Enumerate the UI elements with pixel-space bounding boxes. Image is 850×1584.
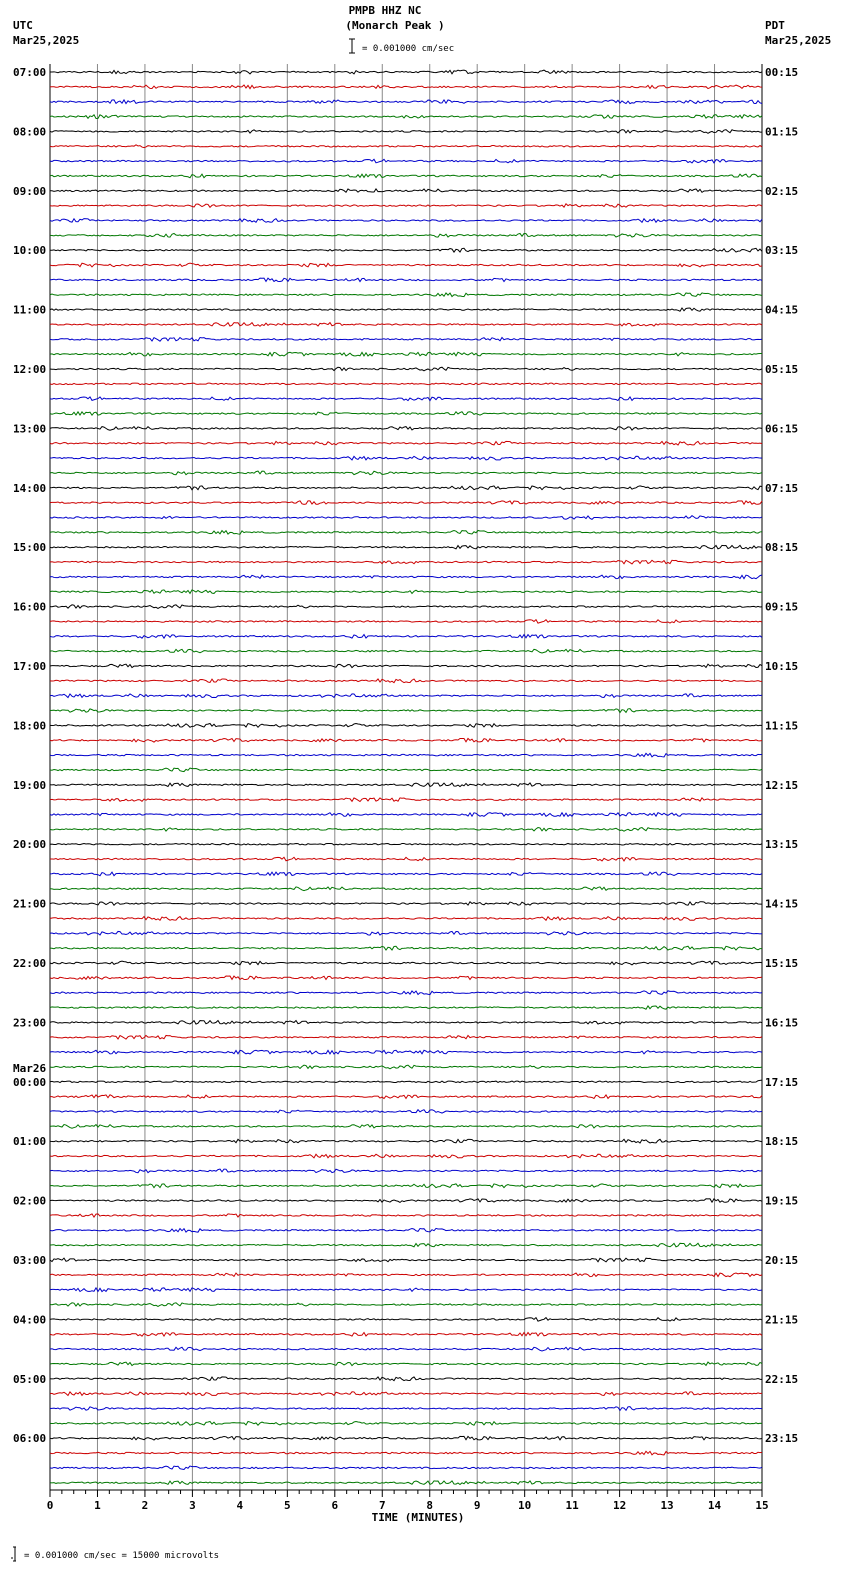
pdt-hour-label: 23:15 <box>765 1432 799 1446</box>
seismic-trace <box>50 1184 762 1188</box>
seismic-trace <box>50 813 762 817</box>
seismic-trace <box>50 575 762 579</box>
pdt-hour-label: 02:15 <box>765 184 799 198</box>
seismic-trace <box>50 620 762 623</box>
x-tick-label: 10 <box>518 1499 532 1512</box>
pdt-label: PDT <box>765 19 785 32</box>
seismic-trace <box>50 1318 762 1321</box>
seismic-trace <box>50 1125 762 1129</box>
seismic-trace <box>50 917 762 921</box>
footer-scale-bar-icon <box>10 1546 16 1562</box>
seismic-trace <box>50 798 762 802</box>
seismic-trace <box>50 724 762 728</box>
x-tick-label: 0 <box>46 1499 54 1512</box>
seismic-trace <box>50 130 762 134</box>
seismic-trace <box>50 1021 762 1025</box>
seismic-trace <box>50 857 762 861</box>
seismic-trace <box>50 1347 762 1351</box>
seismic-trace <box>50 1332 762 1336</box>
seismic-trace <box>50 1421 762 1425</box>
pdt-hour-label: 10:15 <box>765 660 799 673</box>
seismic-trace <box>50 70 762 74</box>
seismic-trace <box>50 1392 762 1396</box>
seismic-trace <box>50 991 762 995</box>
x-tick-label: 7 <box>378 1499 386 1512</box>
utc-hour-label: 19:00 <box>13 778 47 792</box>
seismic-trace <box>50 174 762 178</box>
seismic-trace <box>50 427 762 431</box>
seismic-trace <box>50 872 762 876</box>
x-tick-label: 15 <box>755 1499 769 1512</box>
pdt-hour-label: 16:15 <box>765 1016 799 1030</box>
seismic-trace <box>50 1154 762 1158</box>
utc-hour-label: 15:00 <box>13 541 47 555</box>
seismic-trace <box>50 545 762 549</box>
seismic-trace <box>50 100 762 104</box>
seismic-trace <box>50 605 762 609</box>
seismic-trace <box>50 278 762 281</box>
utc-hour-label: 04:00 <box>13 1313 47 1327</box>
seismic-trace <box>50 337 762 341</box>
utc-hour-label: 13:00 <box>13 422 47 436</box>
utc-hour-label: 00:00 <box>13 1075 47 1089</box>
seismic-trace <box>50 590 762 594</box>
x-tick-label: 3 <box>189 1499 196 1512</box>
pdt-hour-label: 21:15 <box>765 1313 799 1327</box>
seismic-trace <box>50 189 762 192</box>
seismic-trace <box>50 931 762 935</box>
seismic-trace <box>50 530 762 534</box>
utc-hour-label: 20:00 <box>13 838 47 852</box>
seismic-trace <box>50 248 762 252</box>
pdt-hour-label: 00:15 <box>765 66 799 79</box>
seismic-trace <box>50 1139 762 1143</box>
seismic-trace <box>50 1481 762 1485</box>
pdt-hour-label: 15:15 <box>765 957 799 970</box>
utc-hour-label: 23:00 <box>13 1016 47 1030</box>
pdt-hour-label: 09:15 <box>765 600 799 614</box>
utc-hour-label: 01:00 <box>13 1135 47 1149</box>
x-tick-label: 6 <box>331 1499 339 1512</box>
seismic-trace <box>50 664 762 668</box>
seismic-trace <box>50 753 762 757</box>
seismic-trace <box>50 1243 762 1247</box>
utc-hour-label: 05:00 <box>13 1372 47 1386</box>
seismic-trace <box>50 828 762 832</box>
seismic-trace <box>50 308 762 311</box>
utc-label: UTC <box>13 19 33 32</box>
seismic-trace <box>50 1050 762 1054</box>
seismic-trace <box>50 1169 762 1173</box>
utc-hour-label: 18:00 <box>13 719 47 733</box>
pdt-hour-label: 07:15 <box>765 481 799 495</box>
seismic-trace <box>50 1288 762 1292</box>
seismic-trace <box>50 1065 762 1069</box>
seismic-trace <box>50 783 762 787</box>
seismic-trace <box>50 263 762 267</box>
pdt-hour-label: 04:15 <box>765 303 799 317</box>
x-tick-label: 4 <box>236 1499 244 1512</box>
seismic-trace <box>50 441 762 445</box>
seismic-trace <box>50 412 762 415</box>
seismic-trace <box>50 486 762 490</box>
seismic-trace <box>50 1214 762 1217</box>
seismic-trace <box>50 1436 762 1440</box>
seismic-trace <box>50 887 762 891</box>
date-change-label: Mar26 <box>13 1061 47 1075</box>
pdt-hour-label: 01:15 <box>765 125 799 139</box>
utc-hour-label: 16:00 <box>13 600 47 614</box>
seismic-trace <box>50 1095 762 1099</box>
seismic-trace <box>50 85 762 89</box>
seismic-trace <box>50 1451 762 1455</box>
seismic-trace <box>50 843 762 845</box>
seismic-trace <box>50 456 762 460</box>
pdt-hour-label: 05:15 <box>765 363 799 376</box>
utc-hour-label: 03:00 <box>13 1254 47 1267</box>
seismic-trace <box>50 694 762 698</box>
seismic-trace <box>50 635 762 639</box>
seismic-trace <box>50 1199 762 1203</box>
utc-hour-label: 02:00 <box>13 1194 47 1208</box>
seismic-trace <box>50 1006 762 1009</box>
seismic-trace <box>50 1303 762 1307</box>
scale-label: = 0.001000 cm/sec <box>362 44 455 54</box>
seismic-trace <box>50 1362 762 1366</box>
pdt-hour-label: 14:15 <box>765 897 799 911</box>
pdt-date: Mar25,2025 <box>765 34 832 47</box>
utc-hour-label: 12:00 <box>13 363 47 376</box>
x-axis-label: TIME (MINUTES) <box>371 1511 465 1524</box>
x-tick-label: 14 <box>707 1499 722 1512</box>
seismic-trace <box>50 501 762 505</box>
pdt-hour-label: 19:15 <box>765 1194 799 1208</box>
station-location: (Monarch Peak ) <box>345 19 445 32</box>
utc-hour-label: 11:00 <box>13 303 47 317</box>
utc-hour-label: 09:00 <box>13 184 47 198</box>
seismic-trace <box>50 649 762 653</box>
seismic-trace <box>50 961 762 965</box>
seismic-trace <box>50 367 762 371</box>
seismic-trace <box>50 738 762 742</box>
seismic-trace <box>50 397 762 401</box>
pdt-hour-label: 17:15 <box>765 1075 799 1089</box>
seismic-trace <box>50 233 762 237</box>
seismic-trace <box>50 1080 762 1082</box>
seismic-trace <box>50 219 762 223</box>
utc-hour-label: 10:00 <box>13 244 47 258</box>
seismic-trace <box>50 293 762 297</box>
seismic-trace <box>50 145 762 148</box>
station-title: PMPB HHZ NC <box>348 4 422 17</box>
utc-date: Mar25,2025 <box>13 34 80 47</box>
pdt-hour-label: 11:15 <box>765 719 799 733</box>
seismic-trace <box>50 560 762 564</box>
x-tick-label: 8 <box>426 1499 434 1512</box>
pdt-hour-label: 18:15 <box>765 1135 799 1149</box>
seismic-trace <box>50 516 762 520</box>
x-tick-label: 1 <box>94 1499 101 1512</box>
x-tick-label: 11 <box>565 1499 579 1512</box>
seismic-trace <box>50 1407 762 1411</box>
seismic-trace <box>50 946 762 950</box>
seismic-trace <box>50 1258 762 1262</box>
footer-scale-label: = 0.001000 cm/sec = 15000 microvolts <box>24 1551 220 1561</box>
utc-hour-label: 06:00 <box>13 1432 47 1446</box>
x-tick-label: 5 <box>284 1499 291 1512</box>
utc-hour-label: 07:00 <box>13 66 47 79</box>
seismic-trace <box>50 204 762 208</box>
pdt-hour-label: 13:15 <box>765 838 799 852</box>
seismic-trace <box>50 159 762 163</box>
pdt-hour-label: 20:15 <box>765 1254 799 1267</box>
seismic-trace <box>50 709 762 713</box>
pdt-hour-label: 06:15 <box>765 422 799 436</box>
seismic-trace <box>50 1273 762 1277</box>
x-tick-label: 9 <box>473 1499 481 1512</box>
utc-hour-label: 14:00 <box>13 481 47 495</box>
seismic-trace <box>50 323 762 327</box>
seismic-trace <box>50 679 762 683</box>
seismic-trace <box>50 115 762 119</box>
x-tick-label: 12 <box>612 1499 627 1512</box>
utc-hour-label: 08:00 <box>13 125 47 139</box>
pdt-hour-label: 12:15 <box>765 778 799 792</box>
pdt-hour-label: 03:15 <box>765 244 799 258</box>
seismic-trace <box>50 1228 762 1232</box>
seismic-trace <box>50 976 762 979</box>
seismic-trace <box>50 1110 762 1113</box>
seismic-trace <box>50 1466 762 1469</box>
seismic-trace <box>50 1035 762 1039</box>
pdt-hour-label: 08:15 <box>765 541 799 555</box>
seismic-trace <box>50 471 762 475</box>
pdt-hour-label: 22:15 <box>765 1372 799 1386</box>
seismic-trace <box>50 902 762 906</box>
x-tick-label: 2 <box>141 1499 149 1512</box>
seismic-trace <box>50 1377 762 1381</box>
seismic-trace <box>50 383 762 385</box>
x-tick-label: 13 <box>660 1499 674 1512</box>
seismic-trace <box>50 352 762 356</box>
utc-hour-label: 21:00 <box>13 897 47 911</box>
seismic-trace <box>50 768 762 771</box>
utc-hour-label: 22:00 <box>13 957 47 970</box>
utc-hour-label: 17:00 <box>13 660 47 673</box>
